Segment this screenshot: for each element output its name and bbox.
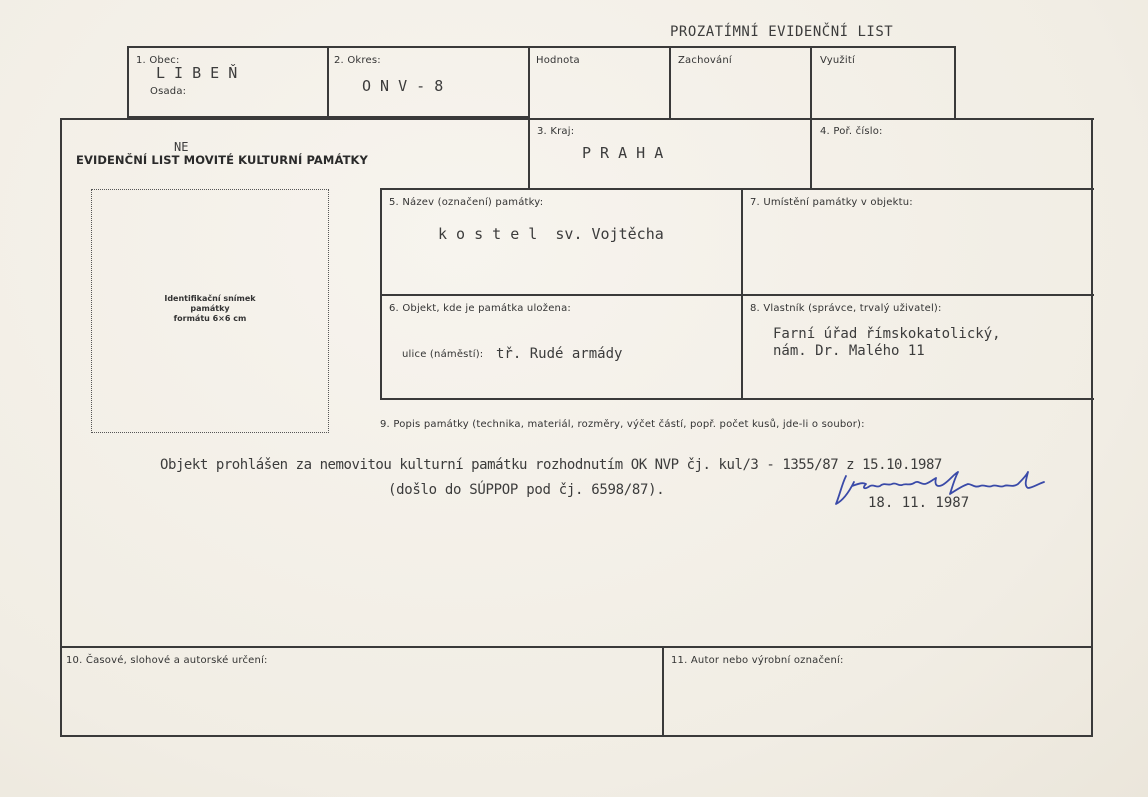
nazev-label: 5. Název (označení) památky:: [389, 197, 544, 208]
nazev-value: k o s t e l sv. Vojtěcha: [438, 225, 664, 243]
rule-inner-left: [380, 188, 382, 400]
vlastnik-label: 8. Vlastník (správce, trvalý uživatel):: [750, 303, 942, 314]
photo-caption: [92, 294, 328, 324]
ulice-value: tř. Rudé armády: [496, 346, 623, 362]
rule-top: [127, 46, 956, 48]
rule-main-left: [60, 118, 62, 737]
casove-label: 10. Časové, slohové a autorské určení:: [66, 655, 268, 666]
hodnota-label: Hodnota: [536, 55, 580, 66]
rule-main-top: [60, 118, 1094, 120]
rule-v-okres: [327, 46, 329, 118]
zachovani-label: Zachování: [678, 55, 732, 66]
rule-bottom-center: [662, 646, 664, 737]
ulice-label: ulice (náměstí):: [402, 349, 484, 360]
kraj-value: P R A H A: [582, 144, 664, 162]
popis-line2: (došlo do SÚPPOP pod čj. 6598/87).: [388, 482, 665, 498]
obec-label: 1. Obec:: [136, 55, 180, 66]
photo-caption-line: formátu 6×6 cm: [173, 314, 247, 323]
vlastnik-line1: Farní úřad římskokatolický,: [773, 326, 1001, 342]
rule-inner-bottom: [380, 398, 1094, 400]
photo-caption-line: Identifikační snímek: [164, 294, 256, 303]
photo-placeholder: [91, 189, 329, 433]
page-title: PROZATÍMNÍ EVIDENČNÍ LIST: [670, 24, 894, 40]
rule-inner-center: [741, 188, 743, 400]
form-main-title: EVIDENČNÍ LIST MOVITÉ KULTURNÍ PAMÁTKY: [76, 153, 368, 167]
kraj-label: 3. Kraj:: [537, 126, 575, 137]
rule-main-right: [1091, 118, 1093, 737]
objekt-label: 6. Objekt, kde je památka uložena:: [389, 303, 571, 314]
osada-label: Osada:: [150, 86, 187, 97]
ne-mark: NE: [174, 140, 189, 154]
popis-label: 9. Popis památky (technika, materiál, rozměry, výčet částí, popř. počet kusů, jde-li o soubor):: [380, 419, 865, 430]
por-cislo-label: 4. Poř. číslo:: [820, 126, 883, 137]
rule-v-zachovani: [669, 46, 671, 118]
okres-label: 2. Okres:: [334, 55, 381, 66]
autor-label: 11. Autor nebo výrobní označení:: [671, 655, 844, 666]
rule-inner-mid: [380, 294, 1094, 296]
rule-inner-top: [380, 188, 1094, 190]
rule-bottom-top: [60, 646, 1093, 648]
rule-v-left: [127, 46, 129, 118]
rule-bottom: [60, 735, 1093, 737]
vlastnik-line2: nám. Dr. Malého 11: [773, 343, 925, 359]
obec-value: L I B E Ň: [156, 64, 238, 82]
popis-line1: Objekt prohlášen za nemovitou kulturní památku rozhodnutím OK NVP čj. kul/3 - 1355/87 z 15.10.1987: [160, 457, 942, 473]
popis-date: 18. 11. 1987: [868, 495, 970, 511]
photo-caption-line: památky: [190, 304, 230, 313]
signature: [832, 470, 1054, 510]
rule-v-right-top: [954, 46, 956, 118]
umisteni-label: 7. Umístění památky v objektu:: [750, 197, 913, 208]
vyuziti-label: Využití: [820, 55, 855, 66]
okres-value: O N V - 8: [362, 77, 444, 95]
